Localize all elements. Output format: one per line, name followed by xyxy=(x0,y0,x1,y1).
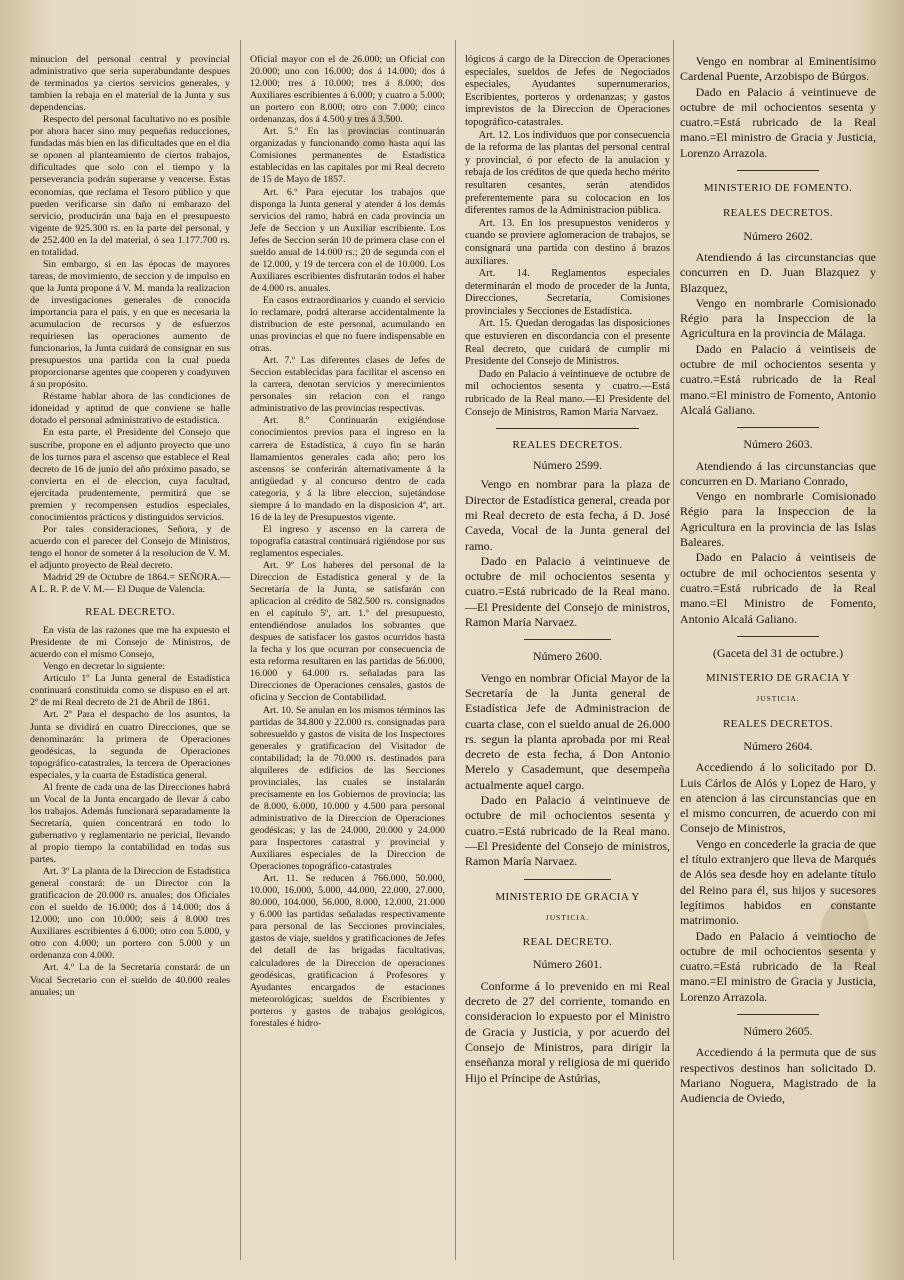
article: Art. 15. Quedan derogadas las disposiciones que estuvieren en discordancia con el presente Real decreto, que cuidará de cumplir mi Presidente del Consejo de Ministros. xyxy=(465,318,670,368)
paragraph: Dado en Palacio á veintiseis de octubre de mil ochocientos sesenta y cuatro.=Está rubricado de la Real mano.=El ministro de Fomento, Antonio Alcalá Galiano. xyxy=(680,341,876,417)
article: Art. 4.º La de la Secretaría constará: de un Vocal Secretario con el sueldo de 40.000 reales anuales; un xyxy=(30,962,230,998)
column-rule xyxy=(455,40,456,1260)
paragraph: En esta parte, el Presidente del Consejo que suscribe, propone en el adjunto proyecto que uno de los turnos para el ascenso que establece el Real decreto de 16 de junio del año próximo pasado, se convierta en el de eleccion, cuya facultad, ejercitada prudentemente, permitirá que se premien y recompensen estudios especiales, conocimientos prácticos y distinguidos servicios. xyxy=(30,427,230,523)
paragraph: Al frente de cada una de las Direcciones habrá un Vocal de la Junta encargado de llevar á cabo los trabajos. Además funcionará separadamente la Secretaría, quien concentrará en todo lo gubernativo y reglamentario ne pericial, llevando al propio tiempo la contabilidad en todas sus partes. xyxy=(30,781,230,866)
paragraph: Accediendo á lo solicitado por D. Luis Cárlos de Alós y Lopez de Haro, y en atencion á las circunstancias que en el mismo concurren, de acuerdo con mi Consejo de Ministros, xyxy=(680,760,876,836)
decree-number: Número 2601. xyxy=(532,957,603,972)
paragraph: Conforme á lo prevenido en mi Real decreto de 27 del corriente, tomando en consideracion lo expuesto por el Ministro de Gracia y Justicia, y por acuerdo del Consejo de Ministros, para dirigir la enseñanza moral y religiosa de mi querido Hijo el Príncipe de Astúrias, xyxy=(465,978,670,1085)
paragraph: En casos extraordinarios y cuando el servicio lo reclamare, podrá alterarse accidentalmente la distribucion de este personal, acumulando en unas provincias el que no fuere indispensable en otras. xyxy=(250,294,445,355)
column-4 xyxy=(680,54,876,1107)
article: Art. 2º Para el despacho de los asuntos, la Junta se dividirá en cuatro Direcciones, que se denominarán: la primera de Operaciones geodésicas, la segunda de Operaciones topográfico-catastrales, la tercera de Operaciones especiales, y la cuarta de Estadística general. xyxy=(30,709,230,781)
signature-line: Madrid 29 de Octubre de 1864.= SEÑORA.—A L. R. P. de V. M.— El Duque de Valencia. xyxy=(30,572,230,596)
paragraph: El ingreso y ascenso en la carrera de topografía catastral continuará rigiéndose por sus reglamentos especiales. xyxy=(250,523,445,559)
paragraph: Dado en Palacio á veintiocho de octubre de mil ochocientos sesenta y cuatro.=Está rubricado de la Real mano.=El ministro de Gracia y Justicia, Lorenzo Arrazola. xyxy=(680,928,876,1004)
article: Art. 14. Reglamentos especiales determinarán el modo de proceder de la Junta, Direcciones, Secretaría, Comisiones provinciales y Secciones de Estadística. xyxy=(465,268,670,317)
section-heading: REAL DECRETO. xyxy=(522,936,613,949)
section-heading: MINISTERIO DE GRACIA Y xyxy=(495,890,640,903)
section-heading: MINISTERIO DE GRACIA Y xyxy=(705,672,851,685)
column-1 xyxy=(30,54,230,999)
article: Art. 9º Los haberes del personal de la Direccion de Estadística general y de la Secretaría de la Junta, se satisfarán con aplicacion al crédito de 582.500 rs. consignados en el capítulo 5º, art. 1.º del presupuesto, entendiéndose anulados los sobrantes que despues de satisfacer los gastos ocurridos hasta la fecha y los que ocurran por consecuencia de esta reforma resultaren en las partidas de 56.000, 16.000 y 64.000 rs. señaladas para las Direcciones de Operaciones censales, gastos de oficina y Seccion de Contabilidad. xyxy=(250,559,445,704)
paragraph: Atendiendo á las circunstancias que concurren en D. Juan Blazquez y Blazquez, xyxy=(680,249,876,295)
column-rule xyxy=(673,40,674,1260)
paragraph: Por tales consideraciones, Señora, y de acuerdo con el parecer del Consejo de Ministros, tengo el honor de someter á la resolucion de V. M. el adjunto proyecto de Real decreto. xyxy=(30,523,230,571)
article: Art. 7.º Las diferentes clases de Jefes de Seccion establecidas para facilitar el ascenso en la carrera, denotan servicios y merecimientos personales sin relacion con el rango administrativo de las provincias respectivas. xyxy=(250,355,445,415)
decree-number: Número 2602. xyxy=(743,228,813,243)
paragraph: En vista de las razones que me ha expuesto el Presidente de mi Consejo de Ministros, de acuerdo con el mismo Consejo, xyxy=(30,625,230,661)
paragraph: Dado en Palacio á veintiseis de octubre de mil ochocientos sesenta y cuatro.=Está rubricado de la Real mano.=El Ministro de Fomento, Antonio Alcalá Galiano. xyxy=(680,550,876,626)
paragraph: Dado en Palacio á veintinueve de octubre de mil ochocientos sesenta y cuatro.=Está rubricado de la Real mano.—El Presidente del Consejo de ministros, Ramon María Narvaez. xyxy=(465,553,670,630)
separator xyxy=(737,170,819,171)
section-heading: REALES DECRETOS. xyxy=(512,439,623,452)
paragraph: Vengo en decretar lo siguiente: xyxy=(42,661,166,673)
article: Art. 6.º Para ejecutar los trabajos que disponga la Junta general y atender á los demás servicios del ramo, habrá en cada provincia un Jefe de Seccion y un Auxiliar escribiente. Los Jefes de Seccion serán 10 de primera clase con el sueldo anual de 14.000 rs.; 20 de segunda con el de 12.000, y 19 de tercera con el de 10.000. Los Auxiliares escribientes disfrutarán todos el haber de 4.000 rs. anuales. xyxy=(250,186,445,294)
column-2 xyxy=(250,54,445,1030)
paragraph: Vengo en concederle la gracia de que el título extranjero que lleva de Marqués de Alós sea desde hoy en adelante título del Reino para él, sus hijos y sucesores legítimos habidos en constante matrimonio. xyxy=(680,836,876,928)
separator xyxy=(496,428,640,429)
article: Art. 5.º En las provincias continuarán organizadas y funcionando como hasta aquí las Comisiones permanentes de Estadística establecidas en las capitales por mi Real decreto de 15 de Mayo de 1857. xyxy=(250,126,445,186)
paragraph: Dado en Palacio á veintinueve de octubre de mil ochocientos sesenta y cuatro.=Está rubricado de la Real mano.=El ministro de Gracia y Justicia, Lorenzo Arrazola. xyxy=(680,84,876,160)
decree-number: Número 2599. xyxy=(532,457,603,472)
article: Art. 12. Los individuos que por consecuencia de la reforma de las plantas del personal central y provincial, ó por efecto de la anulacion y rebaja de los créditos de que queda hecho mérito resultaren cesantes, serán atendidos preferentemente para su colocacion en los diferentes ramos de la Administracion pública. xyxy=(465,129,670,217)
paragraph: minucion del personal central y provincial administrativo que seria superabundante despues de terminados ya ciertos servicios generales, y tambien la rebaja en el material de la Junta y sus dependencias. xyxy=(30,54,230,114)
paragraph: lógicos á cargo de la Direccion de Operaciones especiales, sueldos de Jefes de Negociados especiales, Ayudantes supernumerarios, Escribientes, porteros y ordenanzas; y gastos imprevistos de la Direccion de Operaciones topográfico-catastrales. xyxy=(465,54,670,128)
gazette-date: (Gaceta del 31 de octubre.) xyxy=(712,645,844,660)
article: Art. 13. En los presupuestos venideros y cuando se proviere aglomeracion de trabajos, se consignará una partida con destino á brazos auxiliares. xyxy=(465,217,670,267)
paragraph: Vengo en nombrarle Comisionado Régio para la Inspeccion de la Agricultura en la provincia de Málaga. xyxy=(680,295,876,341)
paragraph: Vengo en nombrarle Comisionado Régio para la Inspeccion de la Agricultura en la provincia de las Islas Baleares. xyxy=(680,489,876,550)
section-heading: MINISTERIO DE FOMENTO. xyxy=(703,182,853,195)
decree-number: Número 2605. xyxy=(743,1024,813,1039)
paragraph: Vengo en nombrar al Eminentísimo Cardenal Puente, Arzobispo de Búrgos. xyxy=(680,54,876,84)
article: Art. 11. Se reducen á 766.000, 50.000, 10.000, 16.000, 5.000, 44.000, 22.000, 27.000, 80.000, 104.000, 56.000, 8.000, 12.000, 21.000 y 6.000 las partidas señaladas respectivamente para personal de las Secciones provinciales, gastos de viaje, sueldos y gratificaciones de Jefes del detall de las brigadas facultativas, calculadores de la Direccion de operaciones geodésicas, gratificacion á Profesores y Ayudantes encargados de estaciones meteorológicas; sueldos de Escribientes y porteros y gastos de trabajos geológicos, forestales é hidro- xyxy=(250,873,445,1029)
separator xyxy=(524,879,610,880)
decree-number: Número 2600. xyxy=(532,649,603,664)
paragraph: Dado en Palacio á veintinueve de octubre de mil ochocientos sesenta y cuatro.=Está rubricado de la Real mano.—El Presidente del Consejo de ministros, Ramon María Narvaez. xyxy=(465,793,670,869)
section-heading: REALES DECRETOS. xyxy=(722,207,834,220)
separator xyxy=(737,427,819,428)
section-heading: REAL DECRETO. xyxy=(85,606,175,619)
paragraph: Oficial mayor con el de 26.000; un Oficial con 20.000; uno con 16.000; dos á 14.000; dos á 12.000; tres á 10.000; tres á 8.000; dos Auxiliares escribientes á 6.000; y cuatro a 5.000; un portero con 8.000; otro con 7.000; cinco ordenanzas, dos á 4.500 y tres á 3.500. xyxy=(250,54,445,126)
paragraph: Respecto del personal facultativo no es posible por ahora hacer sino muy pequeñas reducciones, fundadas más bien en las dificultades que en el dia se oponen al planteamiento de ciertos trabajos, dificultades que solo con el tiempo y la perseverancia podrán superarse y vencerse. Estas economías, que reclama el Tesoro público y que pueden verificarse sin daño ni embarazo del servicio, producirán una baja en el presupuesto vigente de 925.300 rs. en la parte del personal, y de 252.400 en la del material, ó sea 1.177.700 rs. en totalidad. xyxy=(30,114,230,258)
article: Artículo 1º La Junta general de Estadística continuará constituida como se dispuso en el art. 2º de mi Real decreto de 21 de Abril de 1861. xyxy=(30,673,230,709)
paragraph: Vengo en nombrar para la plaza de Director de Estadística general, creada por mi Real decreto de esta fecha, á D. José Caveda, Vocal de la Junta general del ramo. xyxy=(465,477,670,553)
article: Art. 10. Se anulan en los mismos términos las partidas de 34.800 y 22.000 rs. consignadas para sobresueldo y gastos de visita de los Inspectores generales y gratificacion del Visitador de contabilidad; la de 70.000 rs. destinados para alquileres de edificios de las Secciones provinciales, las cuales se instalarán precisamente en los Gobiernos de provincia; las de 8.000, 6.000, 10.000 y 4.500 para personal administrativo de la Direccion de Operaciones geodésicas; y las de 24.000, 20.000 y 24.000 para Inspectores catastral y provincial y Auxiliares especiales de la Direccion de Operaciones topográfico-catastrales xyxy=(250,704,445,873)
paragraph: Accediendo á la permuta que de sus respectivos destinos han solicitado D. Mariano Noguera, Magistrado de la Audiencia de Oviedo, xyxy=(680,1045,876,1106)
article: Art. 3º La planta de la Direccion de Estadística general constará: de un Director con la gratificacion de 20.000 rs. anuales; dos Oficiales con el sueldo de 16.000; dos á 14.000; dos á 12.000; uno con 10.000; seis á 8.000 tres Auxiliares escribientes á 6.000; otro con 5.000, y otro con 4.000; un portero con 5.000 y un ordenanza con 4.000. xyxy=(30,866,230,962)
paragraph: Atendiendo á las circunstancias que concurren en D. Mariano Conrado, xyxy=(680,458,876,488)
separator xyxy=(737,636,819,637)
section-subheading: JUSTICIA. xyxy=(756,694,800,704)
article: Art. 8.º Continuarán exigiéndose conocimientos previos para el ingreso en la carrera de Estadística, á cuyo fin se harán llamamientos generales cada año; pero los ascensos se conferirán alternativamente á la antigüedad y al concurso dentro de cada categoría, y á la libre eleccion, sujetándose siempre á lo mandado en la disposicion 4ª, art. 16 de la ley de Presupuestos vigente. xyxy=(250,415,445,523)
section-heading: REALES DECRETOS. xyxy=(722,717,834,730)
decree-number: Número 2603. xyxy=(743,437,813,452)
decree-number: Número 2604. xyxy=(743,738,813,753)
section-subheading: JUSTICIA. xyxy=(545,912,590,922)
paragraph: Sin embargo, si en las épocas de mayores tareas, de movimiento, de seccion y de impulso en que la Junta propone á V. M. manda la realizacion de investigaciones generales de conocida importancia para el país, y en que es necesaria la acumulacion de recursos y de esfuerzos requiriesen las operaciones aumento de funcionarios, la Junta cuidará de consignar en sus presupuestos una partida con la cual pueda proporcionarse agentes que cooperen y coadyuven á su propósito. xyxy=(30,258,230,391)
paragraph: Vengo en nombrar Oficial Mayor de la Secretaría de la Junta general de Estadística Jefe de Administracion de cuarta clase, con el sueldo anual de 26.000 rs. segun la planta aprobada por mi Real decreto de esta fecha, á Don Antonio Merelo y Casademunt, que desempeña actualmente aquel cargo. xyxy=(465,670,670,792)
column-3 xyxy=(465,54,670,1086)
separator xyxy=(524,639,610,640)
paragraph: Dado en Palacio á veintinueve de octubre de mil ochocientos sesenta y cuatro.—Está rubricado de la Real mano.—El Presidente del Consejo de Ministros, Ramon María Narvaez. xyxy=(465,368,670,418)
column-rule xyxy=(240,40,241,1260)
separator xyxy=(737,1014,819,1015)
paragraph: Réstame hablar ahora de las condiciones de idoneidad y aptitud de que conviene se halle dotado el personal administrativo de estadística. xyxy=(30,391,230,427)
